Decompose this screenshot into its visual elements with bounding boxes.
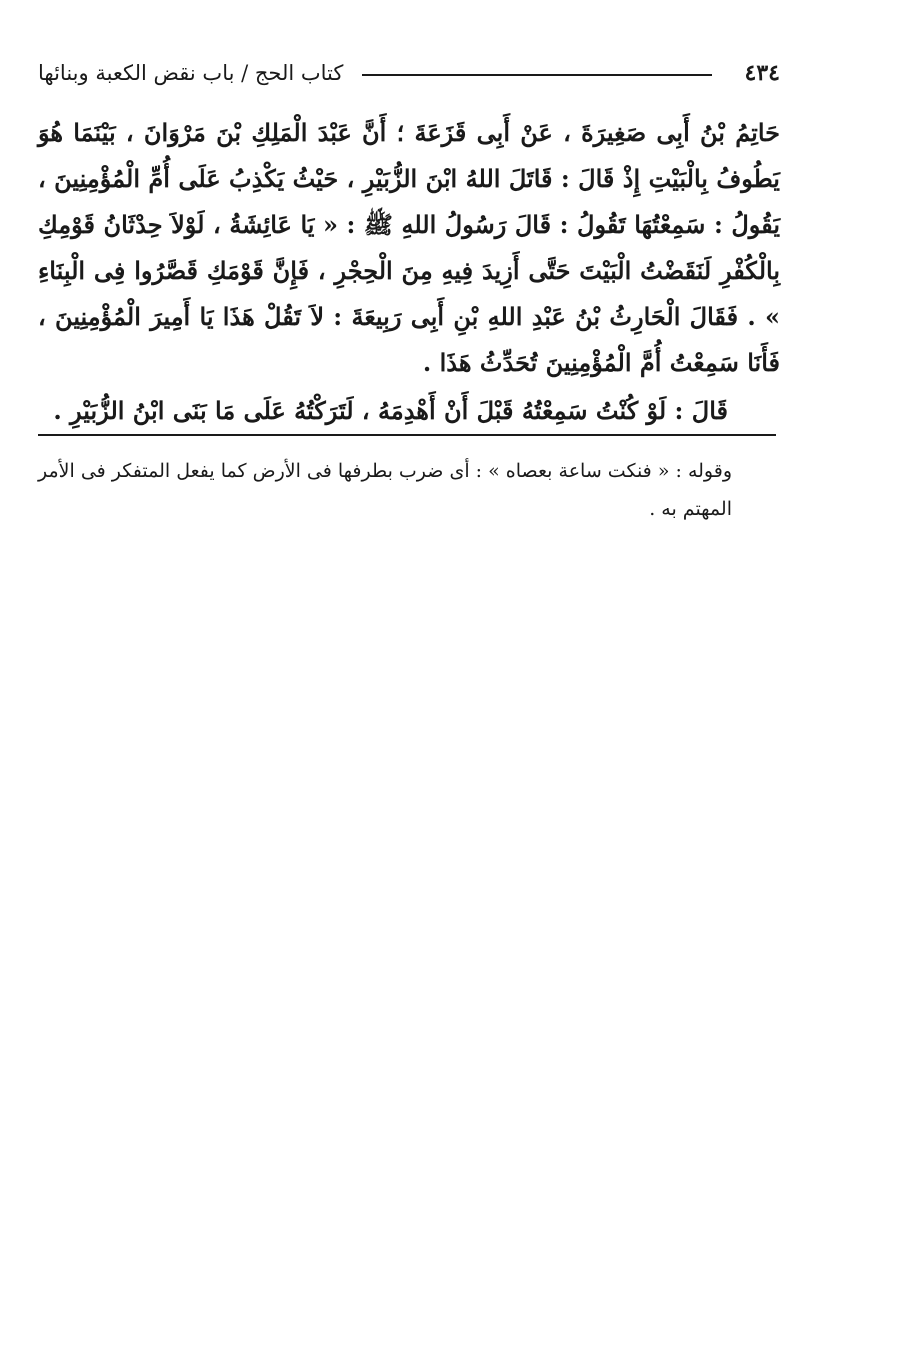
page-number: ٤٣٤ — [744, 60, 780, 86]
running-title: كتاب الحج / باب نقض الكعبة وبنائها — [38, 61, 344, 85]
paragraph-conclusion: قَالَ : لَوْ كُنْتُ سَمِعْتُهُ قَبْلَ أَنْ أَهْدِمَهُ ، لَتَرَكْتُهُ عَلَى مَا بَنَى ابْنُ الزُّبَيْرِ . — [53, 396, 728, 425]
header-rule — [362, 74, 712, 76]
paragraph-hadith: حَاتِمُ بْنُ أَبِى صَغِيرَةَ ، عَنْ أَبِى قَزَعَةَ ؛ أَنَّ عَبْدَ الْمَلِكِ بْنَ مَرْوَانَ ، بَيْنَمَا هُوَ يَطُوفُ بِالْبَيْتِ إِذْ قَالَ : قَاتَلَ اللهُ ابْنَ الزُّبَيْرِ ، حَيْثُ يَكْذِبُ عَلَى أُمِّ الْمُؤْمِنِينَ ، يَقُولُ : سَمِعْتُهَا تَقُولُ : قَالَ رَسُولُ اللهِ ﷺ : « يَا عَائِشَةُ ، لَوْلاَ حِدْثَانُ قَوْمِكِ بِالْكُفْرِ لَنَقَضْتُ الْبَيْتَ حَتَّى أَزِيدَ فِيهِ مِنَ الْحِجْرِ ، فَإِنَّ قَوْمَكِ قَصَّرُوا فِى الْبِنَاءِ » . فَقَالَ الْحَارِثُ بْنُ عَبْدِ اللهِ بْنِ أَبِى رَبِيعَةَ : لاَ تَقُلْ هَذَا يَا أَمِيرَ الْمُؤْمِنِينَ ، فَأَنَا سَمِعْتُ أُمَّ الْمُؤْمِنِينَ تُحَدِّثُ هَذَا . — [38, 118, 780, 377]
main-text — [38, 110, 780, 434]
page-header — [38, 58, 780, 92]
footnote: وقوله : « فنكت ساعة بعصاه » : أى ضرب بطرفها فى الأرض كما يفعل المتفكر فى الأمر المهتم به . — [38, 460, 732, 520]
footnote-rule — [38, 434, 776, 436]
